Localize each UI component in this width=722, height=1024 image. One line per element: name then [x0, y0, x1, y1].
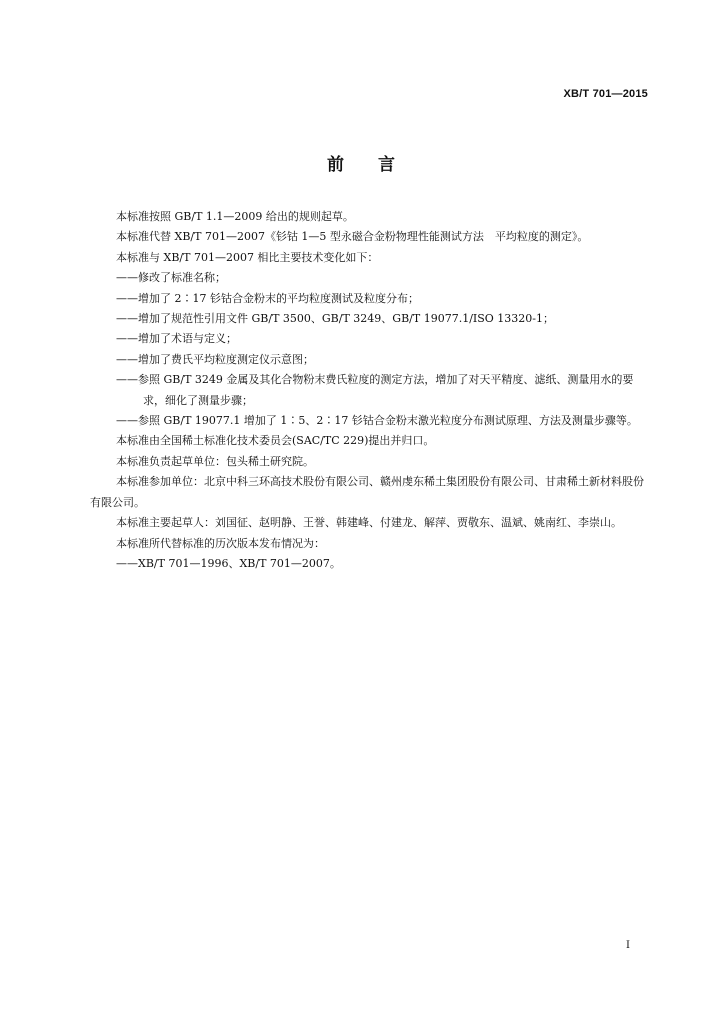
change-item: ——参照 GB/T 19077.1 增加了 1∶5、2∶17 钐钴合金粉末激光粒度分布测试原理、方法及测量步骤等。: [116, 414, 638, 428]
standard-code: XB/T 701—2015: [563, 88, 648, 100]
page-title: [0, 150, 722, 175]
change-item: ——修改了标准名称；: [116, 271, 226, 285]
paragraph-replaces: 本标准代替 XB/T 701—2007《钐钴 1—5 型永磁合金粉物理性能测试方法 平均粒度的测定》。: [116, 230, 589, 244]
change-item: ——参照 GB/T 3249 金属及其化合物粉末费氏粒度的测定方法，增加了对天平精度、滤纸、测量用水的要求，细化了测量步骤；: [116, 373, 634, 407]
paragraph-drafters: 本标准主要起草人：刘国征、赵明静、王誉、韩建峰、付建龙、解萍、贾敬东、温斌、姚南红、李崇山。: [116, 516, 622, 530]
page-number: I: [626, 940, 630, 951]
paragraph-proposed-by: 本标准由全国稀土标准化技术委员会(SAC/TC 229)提出并归口。: [116, 434, 435, 448]
change-item: ——增加了 2∶17 钐钴合金粉末的平均粒度测试及粒度分布；: [116, 291, 419, 305]
change-item: ——增加了费氏平均粒度测定仪示意图；: [116, 352, 314, 366]
paragraph-drafting-rules: 本标准按照 GB/T 1.1—2009 给出的规则起草。: [116, 210, 354, 223]
paragraph-changes-intro: 本标准与 XB/T 701—2007 相比主要技术变化如下：: [116, 250, 379, 264]
change-item: ——增加了规范性引用文件 GB/T 3500、GB/T 3249、GB/T 19077.1/ISO 13320-1；: [116, 312, 555, 326]
title-part-1: 前: [327, 155, 344, 175]
paragraph-responsible-unit: 本标准负责起草单位：包头稀土研究院。: [116, 454, 314, 468]
paragraph-history-intro: 本标准所代替标准的历次版本发布情况为：: [116, 536, 325, 550]
change-item: ——增加了术语与定义；: [116, 332, 237, 346]
title-part-2: 言: [378, 155, 395, 175]
foreword-body: [90, 207, 650, 574]
paragraph-participating-units: 本标准参加单位：北京中科三环高技术股份有限公司、赣州虔东稀土集团股份有限公司、甘肃稀土新材料股份有限公司。: [90, 475, 644, 509]
history-item: ——XB/T 701—1996、XB/T 701—2007。: [116, 556, 341, 570]
